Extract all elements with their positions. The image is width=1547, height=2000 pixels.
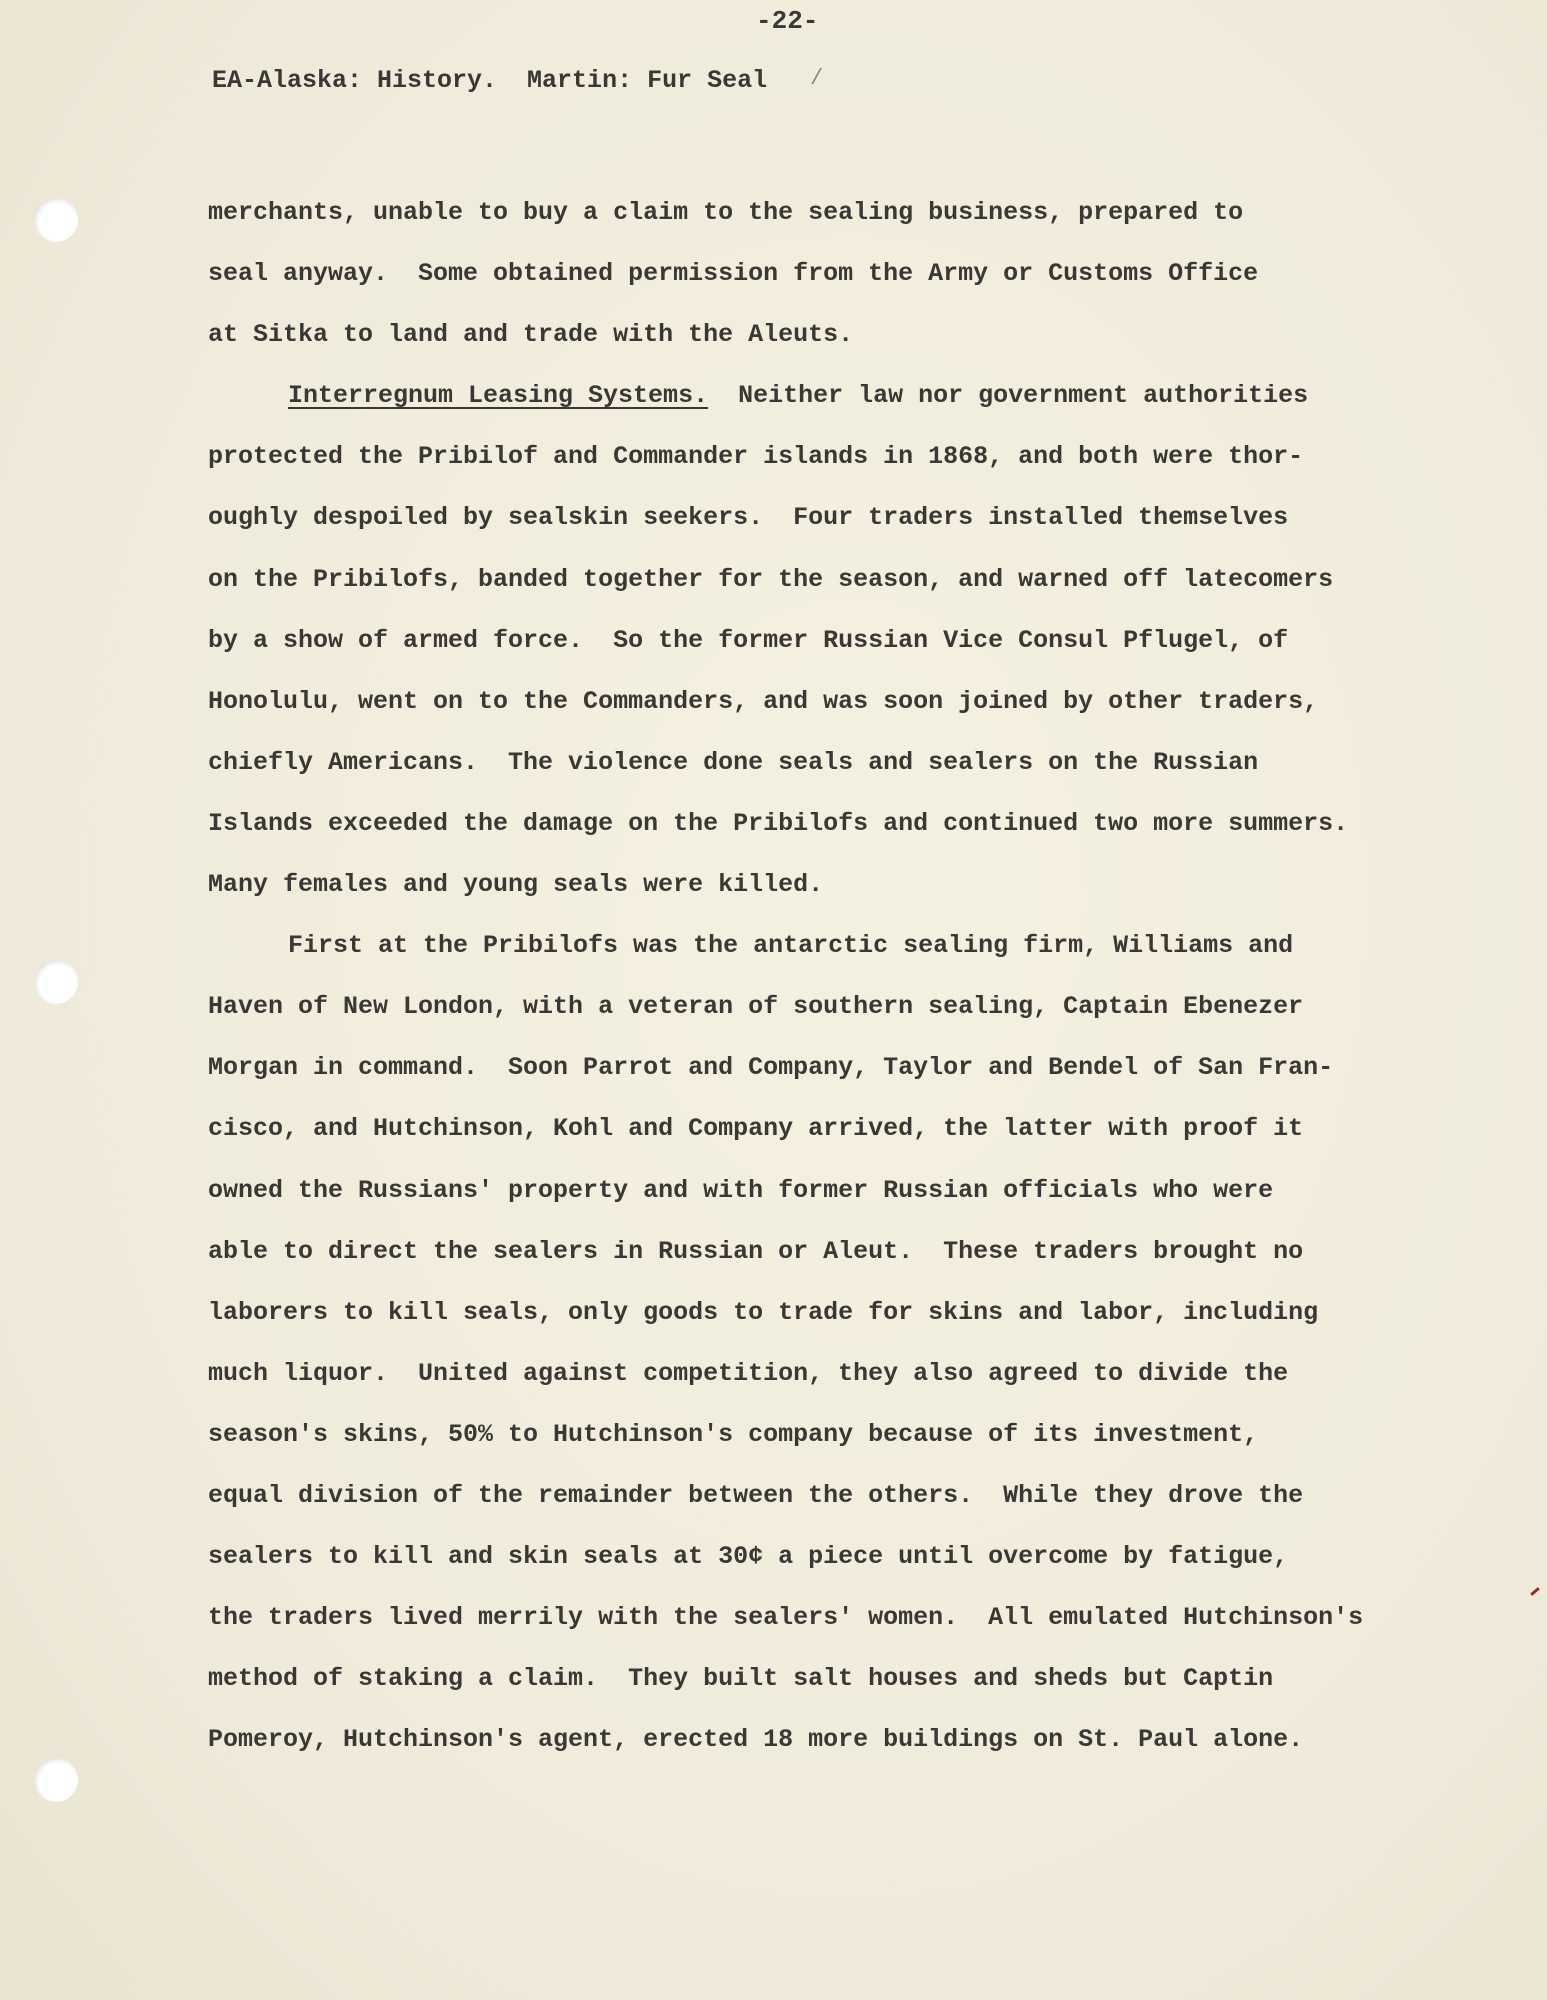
text-line: equal division of the remainder between the others. While they drove the bbox=[208, 1480, 1304, 1510]
text-line: method of staking a claim. They built salt houses and sheds but Captin bbox=[208, 1664, 1274, 1694]
text-line: cisco, and Hutchinson, Kohl and Company arrived, the latter with proof it bbox=[208, 1114, 1304, 1144]
text-line: at Sitka to land and trade with the Aleuts. bbox=[208, 320, 854, 350]
text-line: Islands exceeded the damage on the Pribilofs and continued two more summers. bbox=[208, 808, 1349, 838]
text-line: the traders lived merrily with the sealers' women. All emulated Hutchinson's bbox=[208, 1603, 1364, 1633]
text-line-continued: Neither law nor government authorities bbox=[738, 381, 1309, 411]
text-line: sealers to kill and skin seals at 30¢ a piece until overcome by fatigue, bbox=[208, 1542, 1289, 1572]
spacer bbox=[708, 381, 738, 410]
text-line: able to direct the sealers in Russian or Aleut. These traders brought no bbox=[208, 1236, 1304, 1266]
text-line: Many females and young seals were killed. bbox=[208, 870, 824, 900]
text-line: on the Pribilofs, banded together for the season, and warned off latecomers bbox=[208, 564, 1334, 594]
body-text bbox=[208, 182, 1398, 1770]
text-line: Pomeroy, Hutchinson's agent, erected 18 more buildings on St. Paul alone. bbox=[208, 1725, 1304, 1755]
text-line: Morgan in command. Soon Parrot and Company, Taylor and Bendel of San Fran- bbox=[208, 1053, 1334, 1083]
text-line: protected the Pribilof and Commander islands in 1868, and both were thor- bbox=[208, 442, 1304, 472]
text-line: First at the Pribilofs was the antarctic sealing firm, Williams and bbox=[288, 931, 1294, 961]
stray-pen-mark: / bbox=[810, 66, 824, 91]
text-line: merchants, unable to buy a claim to the sealing business, prepared to bbox=[208, 198, 1244, 227]
punch-hole-bottom bbox=[34, 1758, 78, 1802]
page-number: -22- bbox=[756, 6, 819, 36]
text-line: oughly despoiled by sealskin seekers. Four traders installed themselves bbox=[208, 503, 1289, 533]
running-head: EA-Alaska: History. Martin: Fur Seal bbox=[212, 66, 768, 95]
punch-hole-top bbox=[34, 198, 78, 242]
punch-hole-middle bbox=[34, 960, 78, 1004]
text-line: chiefly Americans. The violence done seals and sealers on the Russian bbox=[208, 747, 1259, 777]
text-line: much liquor. United against competition, they also agreed to divide the bbox=[208, 1358, 1289, 1388]
text-line: season's skins, 50% to Hutchinson's company because of its investment, bbox=[208, 1419, 1259, 1449]
text-line: by a show of armed force. So the former Russian Vice Consul Pflugel, of bbox=[208, 625, 1289, 655]
red-margin-mark bbox=[1530, 1587, 1540, 1596]
text-line: laborers to kill seals, only goods to trade for skins and labor, including bbox=[208, 1297, 1319, 1327]
text-line: Haven of New London, with a veteran of southern sealing, Captain Ebenezer bbox=[208, 992, 1304, 1022]
text-line: seal anyway. Some obtained permission from the Army or Customs Office bbox=[208, 259, 1259, 289]
section-heading: Interregnum Leasing Systems. bbox=[288, 381, 709, 411]
text-line: Honolulu, went on to the Commanders, and was soon joined by other traders, bbox=[208, 686, 1319, 716]
text-line: owned the Russians' property and with former Russian officials who were bbox=[208, 1175, 1274, 1205]
paragraph-with-heading bbox=[208, 365, 1398, 426]
